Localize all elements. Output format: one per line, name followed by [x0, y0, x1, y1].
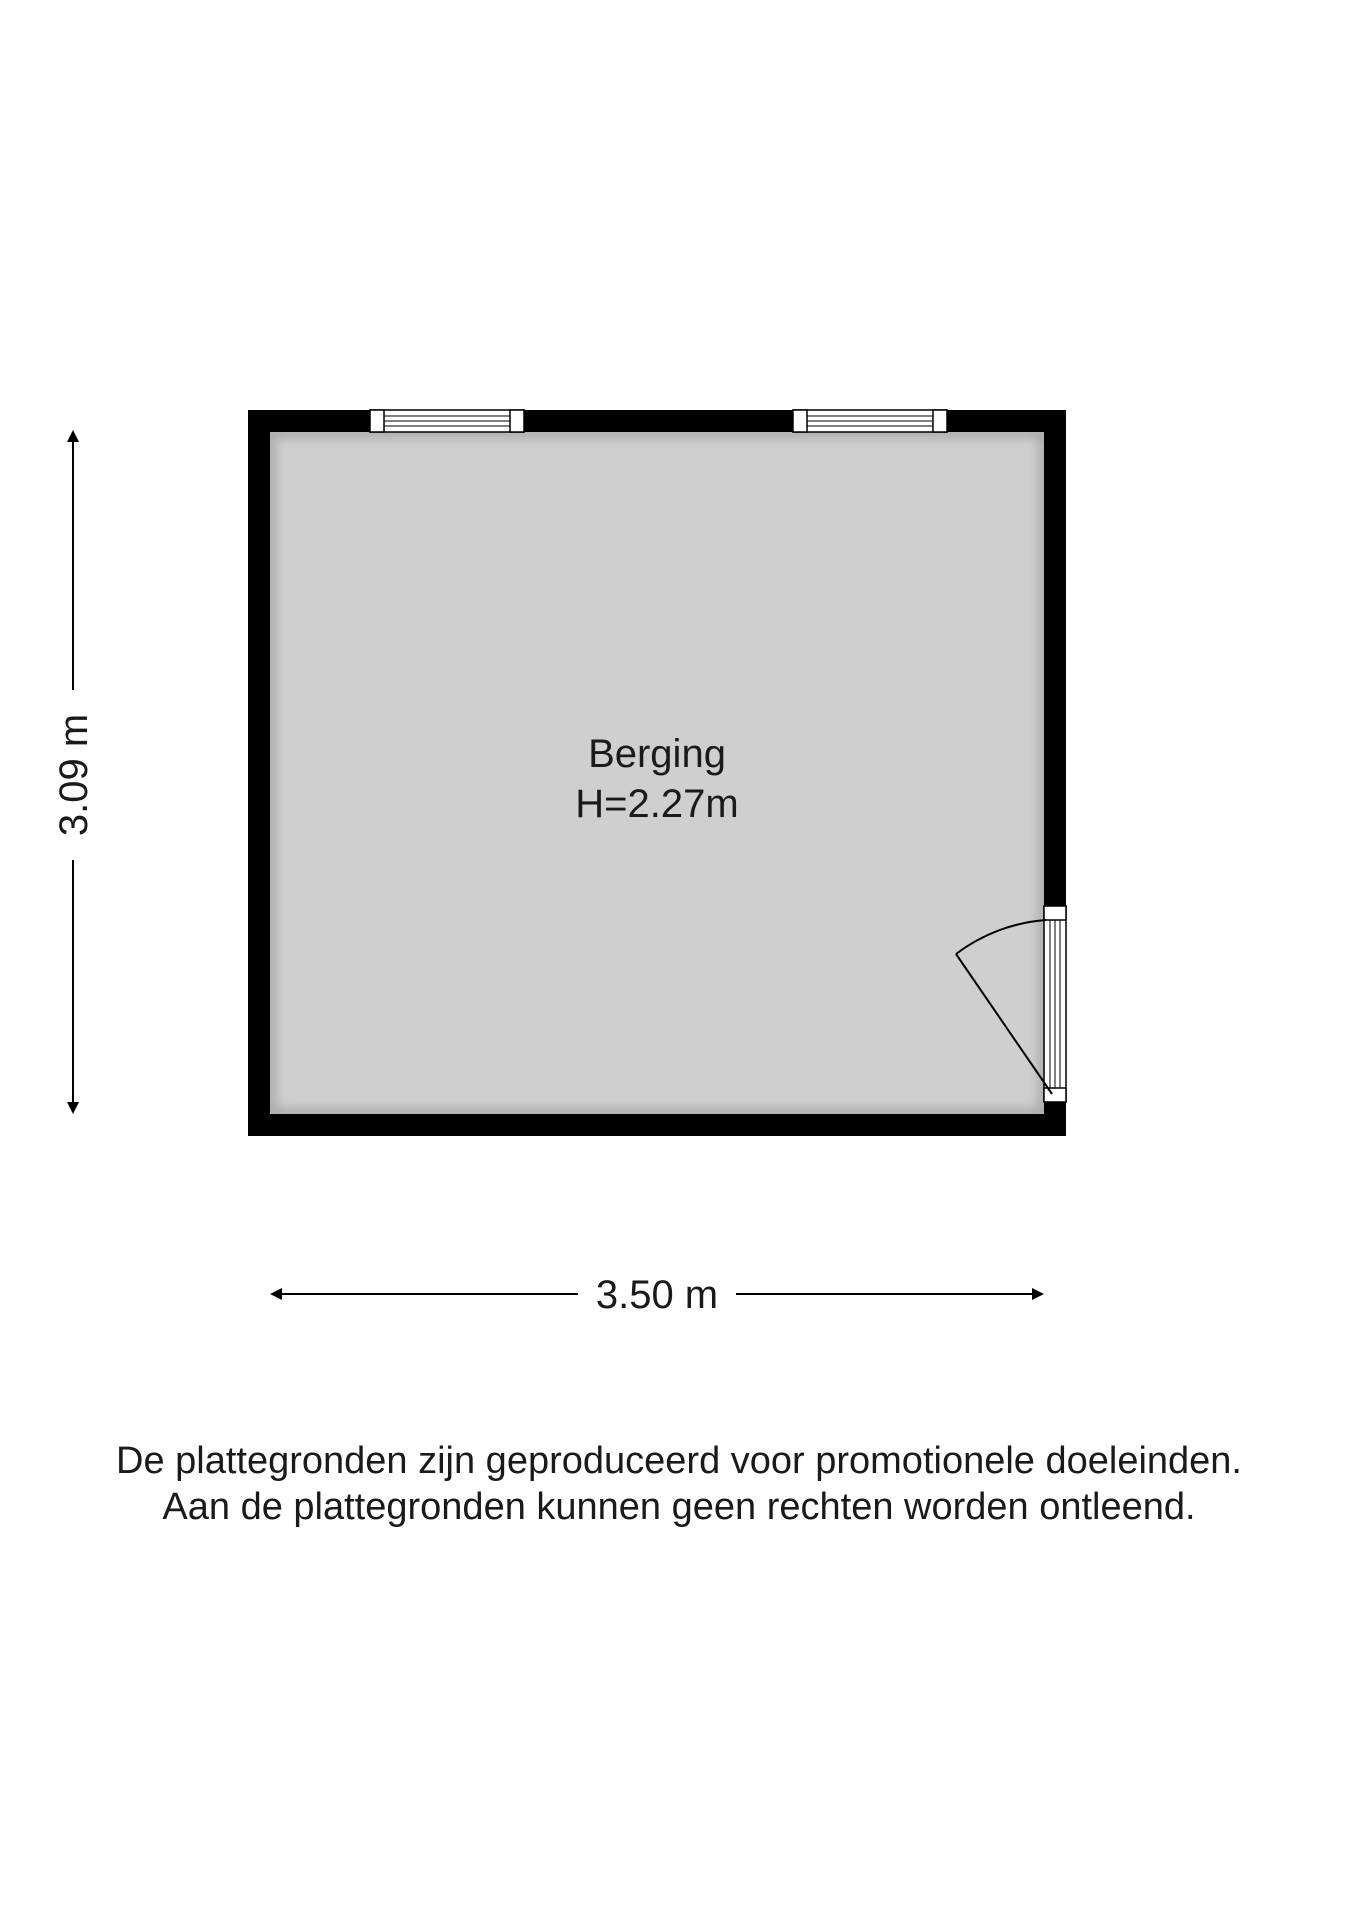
window-right	[793, 410, 947, 432]
width-dimension-label: 3.50 m	[595, 1273, 719, 1317]
height-dimension-label: 3.09 m	[52, 713, 96, 837]
room-name-label: Berging	[588, 732, 726, 776]
disclaimer-line-2: Aan de plattegronden kunnen geen rechten worden ontleend.	[162, 1486, 1196, 1528]
height-dimension	[52, 432, 96, 1112]
window-left	[370, 410, 524, 432]
width-dimension	[272, 1273, 1042, 1317]
disclaimer-line-1: De plattegronden zijn geproduceerd voor promotionele doeleinden.	[116, 1440, 1242, 1482]
room-height-label: H=2.27m	[575, 782, 739, 826]
